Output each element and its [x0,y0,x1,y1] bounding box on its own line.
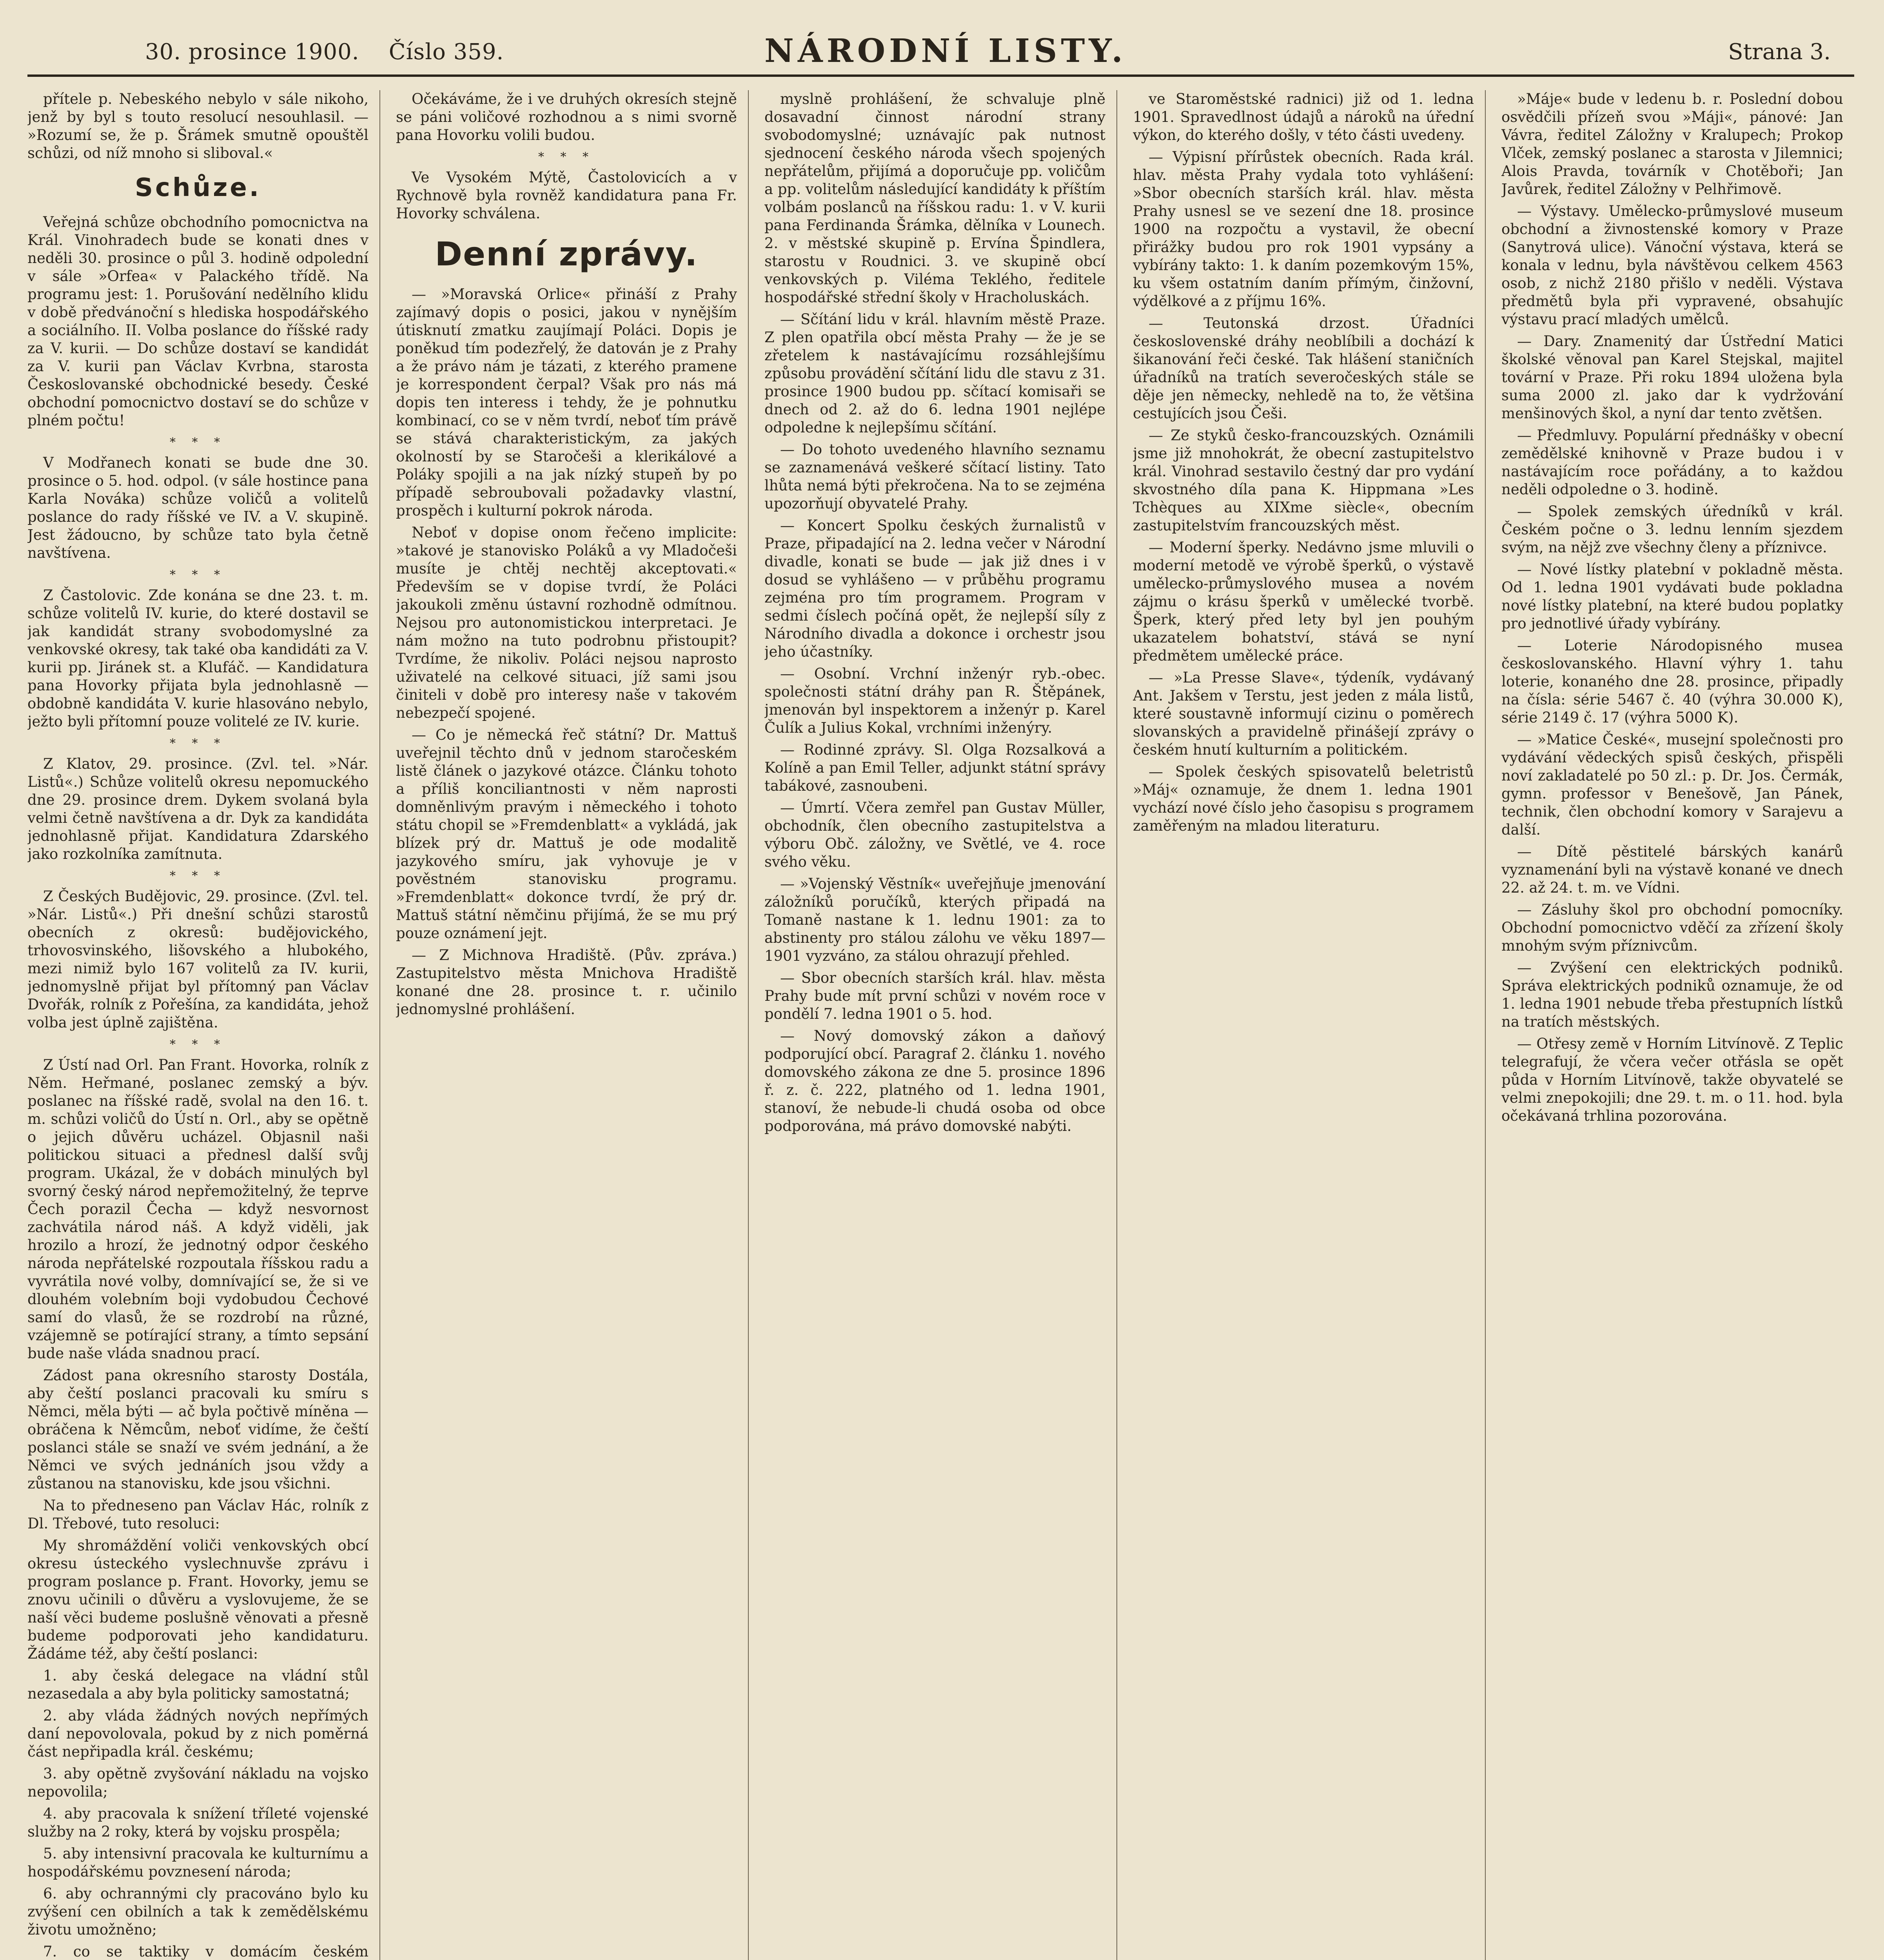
paragraph: — »Moravská Orlice« přináší z Prahy zajímavý dopis o posici, jakou v nynějším útisknutí zmatku zaujímají Poláci. Dopis je poněkud tím podezřelý, že datován je z Prahy a že právo nám je tázati, z kterého pramene je korrespondent čerpal? Však pro nás má dopis ten interess i tehdy, že je pohnutku kombinací, co se v něm tvrdí, neboť tím právě se stává charakteristickým, za jakých okolností by se Staročeši a klerikálové a Poláky spojili a na jak nízký stupeň by po případě sebroubovali požadavky vlastní, prospěch i kulturní pokrok národa. [396,286,737,519]
separator-stars: * * * [169,436,227,449]
paragraph: Z Českých Budějovic, 29. prosince. (Zvl. tel. »Nár. Listů«.) Při dnešní schůzi starostů obecních z okresů: budějovického, trhovosvinského, lišovského a hlubokého, mezi nimiž bylo 167 volitelů za IV. kurii, jednomyslně přijat byl přítomný pan Václav Dvořák, rolník z Pořešína, za kandidáta, jehož volba jest úplně zajištěna. [27,888,368,1031]
paragraph: Z Častolovic. Zde konána se dne 23. t. m. schůze volitelů IV. kurie, do které dostavil se jak kandidát strany svobodomyslné za venkovské okresy, tak také oba kandidáti za V. kurii pp. Jiránek st. a Klufáč. — Kandidatura pana Hovorky přijata byla jednohlasně — obdobně kandidáta V. kurie hlasováno nebylo, ježto byli přítomní pouze volitelé ze IV. kurie. [27,587,368,730]
paragraph: — »Matice České«, musejní společnosti pro vydávání vědeckých spisů českých, přispěli noví zakladatelé po 50 zl.: p. Dr. Jos. Čermák, gymn. professor v Benešově, Jan Pánek, technik, člen obchodní komory v Sarajevu a další. [1501,731,1843,838]
paragraph: My shromáždění voliči venkovských obcí okresu ústeckého vyslechnuvše zprávu i program poslance p. Frant. Hovorky, jemu se znovu učinili o důvěru a vyslovujeme, že se naší věci budeme poslušně věnovati a přesně budeme podporovati jeho kandidaturu. Žádáme též, aby čeští poslanci: [27,1537,368,1662]
paragraph: přítele p. Nebeského nebylo v sále nikoho, jenž by byl s touto resolucí nesouhlasil. — »Rozumí se, že p. Šrámek smutně opouštěl schůzi, od níž mnoho si sliboval.« [27,91,368,162]
list-item: 7. co se taktiky v domácím českém [43,1943,368,1960]
paragraph: — Zásluhy škol pro obchodní pomocníky. Obchodní pomocnictvo vděčí za zřízení školy mnohým svým příznivcům. [1501,901,1843,954]
column-2 [396,90,749,1960]
paragraph: — »Vojenský Věstník« uveřejňuje jmenování záložníků poručíků, kterých připadá na Tomaně nastane k 1. lednu 1901: za to abstinenty pro stálou zálohu ve věku 1897—1901 vyzváno, za stálou ohrazují přehled. [764,875,1105,964]
issue-date: 30. prosince 1900. [145,39,359,65]
paragraph: — Co je německá řeč státní? Dr. Mattuš uveřejnil těchto dnů v jednom staročeském listě článek o jazykové otázce. Článku tohoto a příliš konciliantnosti v něm naprosti domněnlivým pravým i německého i tohoto státu chopil se »Fremdenblatt« a vykládá, jak blízek prý dr. Mattuš je ode modalitě jazykového smíru, jak vyhovuje je v pověstném stanovisku programu. »Fremdenblatt« dokonce tvrdí, že prý dr. Mattuš státní němčinu přijímá, že se mu prý pouze oznámení jejt. [396,726,737,942]
paragraph: V Modřanech konati se bude dne 30. prosince o 5. hod. odpol. (v sále hostince pana Karla Nováka) schůze voličů a volitelů poslance do rady říšské ve IV. a V. skupině. Jest žádoucno, by schůze tato byla četně navštívena. [27,454,368,561]
paragraph: Veřejná schůze obchodního pomocnictva na Král. Vinohradech bude se konati dnes v neděli 30. prosince o půl 3. hodině odpolední v sále »Orfea« v Palackého třídě. Na programu jest: 1. Porušování nedělního klidu v době předvánoční s hlediska hospodářského a sociálního. II. Volba poslance do říšské rady za V. kurii. — Do schůze dostaví se kandidát za V. kurii pan Václav Kvrbna, starosta Českoslovanské obchodnické besedy. České obchodní pomocnictvo dostaví se do schůze v plném počtu! [27,214,368,429]
paragraph: — Do tohoto uvedeného hlavního seznamu se zaznamenává veškeré sčítací listiny. Tato lhůta nemá býti překročena. Na to se zejména upozorňují obyvatelé Prahy. [764,441,1105,512]
paragraph: — Nové lístky platební v pokladně města. Od 1. ledna 1901 vydávati bude pokladna nové lístky platební, na které budou poplatky pro jednotlivé úřady vybírány. [1501,561,1843,632]
paragraph: — Otřesy země v Horním Litvínově. Z Teplic telegrafují, že včera večer otřásla se opět půda v Horním Litvínově, takže obyvatelé se velmi znepokojili; dne 29. t. m. o 11. hod. byla očekávaná trhlina pozorována. [1501,1035,1843,1124]
newspaper-title: NÁRODNÍ LISTY. [764,32,1127,70]
separator-stars: * * * [169,1038,227,1051]
paragraph: Očekáváme, že i ve druhých okresích stejně se páni voličové rozhodnou a s nimi svorně pana Hovorku volili budou. [396,91,737,143]
column-4 [1133,90,1486,1960]
paragraph: Z Ústí nad Orl. Pan Frant. Hovorka, rolník z Něm. Heřmané, poslanec zemský a býv. poslanec na říšské radě, svolal na den 16. t. m. schůzi voličů do Ústí n. Orl., aby se opětně o jejich důvěru ucházel. Objasnil naši politickou situaci a přednesl další svůj program. Ukázal, že v dobách minulých byl svorný český národ nepřemožitelný, že teprve Čech porazil Čecha — když nesvornost zachvátila národ náš. A když viděli, jak hrozilo a hrozí, že jednotný odpor českého národa nepřátelské rozpoutala říšskou radu a vyvrátila nové volby, domnívající se, že si ve dlouhém volebním boji vydobudou Čechové samí do vlasů, že se rozdrobí na různé, vzájemně se potírající strany, a tímto sepsání bude naše vláda snadnou prací. [27,1056,368,1362]
paragraph: — »La Presse Slave«, týdeník, vydávaný Ant. Jakšem v Terstu, jest jeden z mála listů, které soustavně informují cizinu o poměrech slovanských a pravidelně přinášejí zprávy o českém hnutí kulturním a politickém. [1133,669,1474,758]
paragraph: Neboť v dopise onom řečeno implicite: »takové je stanovisko Poláků a vy Mladočeši musíte je chtěj nechtěj akceptovati.« Především se v dopise tvrdí, že Poláci jakoukoli změnu ústavní rozhodně odmítnou. Nejsou pro autonomistickou interpretaci. Je nám možno na tuto podrobnu přistoupit? Tvrdíme, že nikoliv. Poláci nejsou naprosto uživatelé na celkové situaci, jíž sami jsou činiteli v době pro interesy naše v takovém nebezpečí spojené. [396,524,737,721]
list-item: 4. aby pracovala k snížení tříleté vojenské služby na 2 roky, která by vojsku prospěla; [27,1805,368,1840]
paragraph: — Výpisní přírůstek obecních. Rada král. hlav. města Prahy vydala toto vyhlášení: »Sbor obecních starších král. hlav. města Prahy usnesl se ve sezení dne 18. prosince 1900 na rozpočtu a vystavil, že obecní přirážky budou pro rok 1901 vypsány a vybírány takto: 1. k daním pozemkovým 15%, ku všem ostatním daním přímým, činžovní, výdělkové a z příjmu 16%. [1133,149,1474,310]
paragraph: — Dary. Znamenitý dar Ústřední Matici školské věnoval pan Karel Stejskal, majitel tovární v Praze. Při roku 1894 uložena byla suma 2000 zl. jako dar k vydržování menšinových škol, a nyní dar tento zvětšen. [1501,333,1843,422]
date-issue [145,39,504,65]
paragraph: — Rodinné zprávy. Sl. Olga Rozsalková a Kolíně a pan Emil Teller, adjunkt státní správy tabákové, zasnoubeni. [764,741,1105,794]
paragraph: — Spolek zemských úředníků v král. Českém počne o 3. lednu lenním sjezdem svým, na nějž zve všechny členy a příznivce. [1501,503,1843,556]
paragraph: Ve Vysokém Mýtě, Častolovicích a v Rychnově byla rovněž kandidatura pana Fr. Hovorky schválena. [396,169,737,222]
column-1 [27,90,380,1960]
paragraph: — Moderní šperky. Nedávno jsme mluvili o moderní metodě ve výrobě šperků, o výstavě umělecko-průmyslového musea a novém zájmu o krásu šperků v umělecké tvorbě. Šperk, který před lety byl jen pouhým ukazatelem bohatství, stává se nyní předmětem umělecké práce. [1133,539,1474,664]
paragraph: Zádost pana okresního starosty Dostála, aby čeští poslanci pracovali ku smíru s Němci, měla býti — ač byla počtivě míněna — obráčena k Němcům, neboť vidíme, že čeští poslanci stále se snaží ve svém jednání, a že Němci ve svých jednáních jsou vždy a zůstanou na stanovisku, kde jsou všichni. [27,1367,368,1492]
paragraph: — Spolek českých spisovatelů beletristů »Máj« oznamuje, že dnem 1. ledna 1901 vychází nové číslo jeho časopisu s programem zaměřeným na mladou literaturu. [1133,763,1474,834]
list-item: 5. aby intensivní pracovala ke kulturnímu a hospodářskému povznesení národa; [27,1845,368,1880]
paragraph: »Máje« bude v ledenu b. r. Poslední dobou osvědčili přízeň svou »Máji«, pánové: Jan Vávra, ředitel Záložny v Kralupech; Prokop Vlček, zemský poslanec a starosta v Jilemnici; Alois Pravda, továrník v Chotěboři; Jan Javůrek, ředitel Záložny v Pelhřimově. [1501,91,1843,198]
separator-stars: * * * [538,150,595,164]
section-heading-schuze: Schůze. [134,173,261,202]
paragraph: — Teutonská drzost. Úřadníci československé dráhy neoblíbili a dochází k šikanování řeči české. Tak hlášení staničních úřadníků na tratích severočeských stále se děje jen německy, nehledě na to, že většina cestujících jsou Češi. [1133,315,1474,422]
separator-stars: * * * [169,568,227,582]
paragraph: — Dítě pěstitelé bárských kanárů vyznamenání byli na výstavě konané ve dnech 22. až 24. t. m. ve Vídni. [1501,843,1843,896]
paragraph: — Úmrtí. Včera zemřel pan Gustav Müller, obchodník, člen obecního zastupitelstva a výboru Obč. záložny, ve Světlé, ve 4. roce svého věku. [764,799,1105,870]
paragraph: — Osobní. Vrchní inženýr ryb.-obec. společnosti státní dráhy pan R. Štěpánek, jmenován byl inspektorem a inženýr p. Karel Čulík a Julius Kokal, vrchními inženýry. [764,665,1105,736]
list-item: 2. aby vláda žádných nových nepřímých daní nepovolovala, pokud by z nich poměrná část nepřipadla král. českému; [27,1707,368,1760]
paragraph: — Z Michnova Hradiště. (Pův. zpráva.) Zastupitelstvo města Mnichova Hradiště konané dne 28. prosince t. r. učinilo jednomyslné prohlášení. [396,947,737,1018]
list-item: 6. aby ochrannými cly pracováno bylo ku zvýšení cen obilních a tak k zemědělskému životu umožněno; [27,1885,368,1938]
paragraph: — Nový domovský zákon a daňový podporující obcí. Paragraf 2. článku 1. nového domovského zákona ze dne 5. prosince 1896 ř. z. č. 222, platného od 1. ledna 1901, stanoví, že nebude-li chudá osoba od obce podporována, má právo domovské nabýti. [764,1027,1105,1134]
paragraph: myslně prohlášení, že schvaluje plně dosavadní činnost národní strany svobodomyslné; uznávajíc pak nutnost sjednocení českého národa všech spojených nepřátelům, přijímá a doporučuje pp. voličům a pp. volitelům následující kandidáty k příštím volbám poslanců na říšskou radu: 1. v V. kurii pana Ferdinanda Šrámka, dělníka v Lounech. 2. v městské skupině p. Ervína Špindlera, starostu v Roudnici. 3. ve skupině obcí venkovských p. Viléma Teklého, ředitele hospodářské střední školy v Hracholuskách. [764,91,1105,306]
paragraph: ve Staroměstské radnici) již od 1. ledna 1901. Spravedlnost údajů a nároků na úřední výkon, do kterého došly, v této části uvedeny. [1133,91,1474,143]
newspaper-page [27,24,1854,1960]
paragraph: — Zvýšení cen elektrických podniků. Správa elektrických podniků oznamuje, že od 1. ledna 1901 nebude třeba přestupních lístků na tratích městských. [1501,959,1843,1030]
issue-number: Číslo 359. [388,39,504,65]
paragraph: — Ze styků česko-francouzských. Oznámili jsme již mnohokrát, že obecní zastupitelstvo král. Vinohrad sestavilo čestný dar pro vydání skvostného díla pana K. Hippmana »Les Tchèques au XIXme siècle«, obecním zastupitelstvím francouzských měst. [1133,427,1474,534]
paragraph: — Sbor obecních starších král. hlav. města Prahy bude mít první schůzi v novém roce v pondělí 7. ledna 1901 o 5. hod. [764,969,1105,1022]
paragraph: — Předmluvy. Populární přednášky v obecní zemědělské knihovně v Praze budou i v nastávajícím roce pořádány, a to každou neděli odpoledne o 3. hodině. [1501,427,1843,498]
paragraph: — Koncert Spolku českých žurnalistů v Praze, připadající na 2. ledna večer v Národní divadle, konati se bude — jak již dnes i v dosud se vyhlášeno — v průběhu programu zejména pro tím programem. Program v sedmi číslech počíná opět, že nejlepší síly z Národního divadla a dokonce i orchestr jsou jeho účastníky. [764,517,1105,660]
separator-stars: * * * [169,737,227,750]
column-5 [1501,90,1854,1960]
page-number: Strana 3. [1728,39,1831,65]
paragraph: — Sčítání lidu v král. hlavním městě Praze. Z plen opatřila obcí města Prahy — že je se zřetelem k nastávajícímu rozsáhlejšímu způsobu provádění sčítání lidu dle stavu z 31. prosince 1900 budou pp. sčítací komisaři se dnech od 2. až do 6. ledna 1901 nejlépe odpoledne k nejlepšímu sčítání. [764,311,1105,436]
masthead [27,24,1854,77]
list-item: 1. aby česká delegace na vládní stůl nezasedala a aby byla politicky samostatná; [27,1667,368,1702]
separator-stars: * * * [169,869,227,883]
paragraph: — Loterie Národopisného musea českoslovanského. Hlavní výhry 1. tahu loterie, konaného dne 28. prosince, připadly na čísla: série 5467 č. 40 (výhra 30.000 K), série 2149 č. 17 (výhra 5000 K). [1501,637,1843,726]
paragraph: — Výstavy. Umělecko-průmyslové museum obchodní a živnostenské komory v Praze (Sanytrová ulice). Vánoční výstava, která se konala v lednu, byla návštěvou celkem 4563 osob, z nichž 2180 přišlo v neděli. Výstava předmětů byla při vypravené, obsahujíc výstavu prací mladých umělců. [1501,203,1843,328]
list-item: 3. aby opětně zvyšování nákladu na vojsko nepovolila; [27,1765,368,1800]
section-heading-denni-zpravy: Denní zprávy. [435,235,698,273]
paragraph: Na to předneseno pan Václav Hác, rolník z Dl. Třebové, tuto resoluci: [27,1497,368,1532]
column-3 [764,90,1117,1960]
paragraph: Z Klatov, 29. prosince. (Zvl. tel. »Nár. Listů«.) Schůze volitelů okresu nepomuckého dne 29. prosince drem. Dykem svolaná byla velmi četně navštívena a dr. Dyk za kandidáta jednohlasně přijat. Kandidatura Zdarského jako rozkolníka zamítnuta. [27,755,368,862]
article-columns [27,90,1854,1960]
